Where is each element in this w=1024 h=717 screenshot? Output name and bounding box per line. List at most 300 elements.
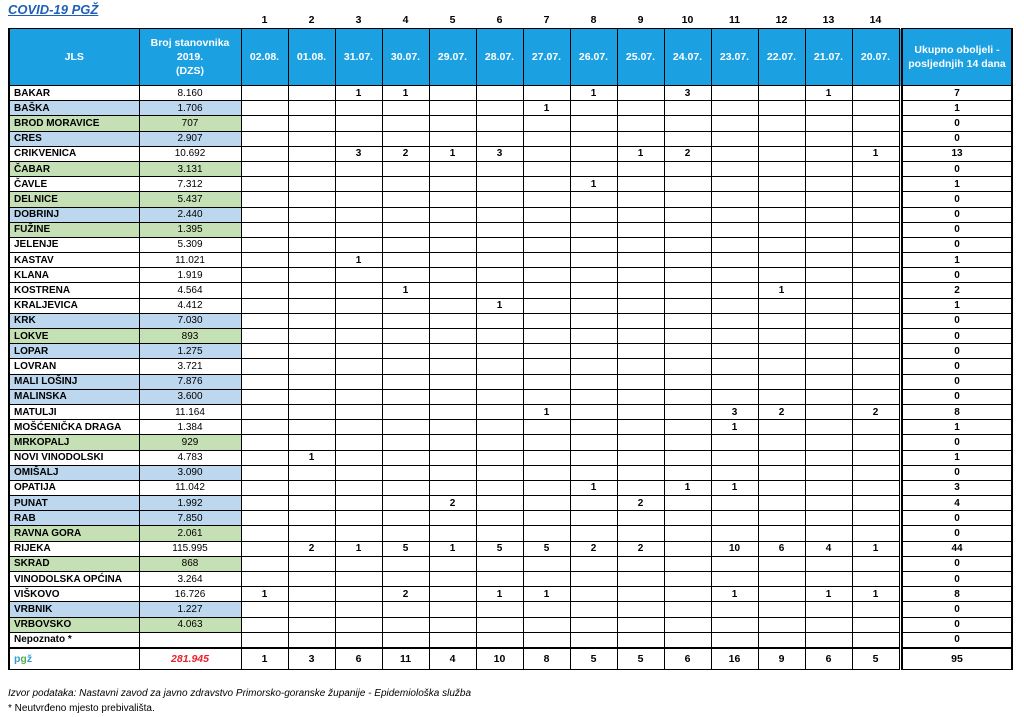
daily-cases — [476, 192, 523, 207]
daily-cases — [711, 632, 758, 648]
daily-cases — [852, 632, 899, 648]
table-row — [9, 161, 1012, 176]
total-cases: 0 — [902, 465, 1012, 480]
date-header: 25.07. — [617, 29, 664, 86]
daily-cases — [852, 572, 899, 587]
daily-cases: 3 — [476, 146, 523, 161]
daily-cases — [711, 313, 758, 328]
daily-cases — [523, 496, 570, 511]
daily-cases — [523, 359, 570, 374]
daily-cases — [758, 101, 805, 116]
daily-cases — [570, 587, 617, 602]
total-cases: 0 — [902, 632, 1012, 648]
daily-cases — [476, 177, 523, 192]
population-value: 1.275 — [139, 344, 241, 359]
daily-cases — [570, 389, 617, 404]
daily-cases — [617, 344, 664, 359]
daily-cases — [335, 526, 382, 541]
daily-cases: 2 — [758, 404, 805, 419]
total-header — [902, 29, 1012, 86]
daily-cases: 2 — [429, 496, 476, 511]
daily-cases — [711, 602, 758, 617]
daily-cases — [852, 207, 899, 222]
daily-cases — [570, 465, 617, 480]
daily-cases — [523, 313, 570, 328]
daily-cases — [382, 374, 429, 389]
daily-cases — [852, 511, 899, 526]
daily-cases — [382, 420, 429, 435]
date-header: 24.07. — [664, 29, 711, 86]
daily-cases — [241, 526, 288, 541]
daily-cases — [288, 587, 335, 602]
daily-cases — [805, 192, 852, 207]
daily-cases — [805, 496, 852, 511]
daily-cases — [476, 329, 523, 344]
daily-cases — [241, 192, 288, 207]
daily-cases — [335, 556, 382, 571]
daily-cases — [335, 572, 382, 587]
daily-cases — [476, 602, 523, 617]
daily-cases — [711, 617, 758, 632]
daily-cases — [852, 313, 899, 328]
daily-total: 6 — [664, 648, 711, 670]
daily-cases — [570, 556, 617, 571]
municipality-name: BAKAR — [9, 86, 139, 101]
table-row — [9, 86, 1012, 101]
daily-cases: 2 — [852, 404, 899, 419]
daily-cases — [241, 435, 288, 450]
daily-cases: 1 — [570, 86, 617, 101]
municipality-name: OPATIJA — [9, 480, 139, 495]
table-row — [9, 177, 1012, 192]
municipality-name: FUŽINE — [9, 222, 139, 237]
daily-cases — [617, 572, 664, 587]
population-value: 1.395 — [139, 222, 241, 237]
daily-cases — [429, 435, 476, 450]
daily-cases — [335, 511, 382, 526]
daily-cases — [523, 480, 570, 495]
summary-row — [9, 648, 1012, 670]
daily-cases — [288, 298, 335, 313]
total-cases: 0 — [902, 511, 1012, 526]
daily-cases — [617, 587, 664, 602]
daily-cases — [335, 344, 382, 359]
daily-cases — [852, 283, 899, 298]
daily-cases — [852, 420, 899, 435]
daily-cases — [429, 101, 476, 116]
jls-header: JLS — [9, 29, 139, 86]
municipality-name: BAŠKA — [9, 101, 139, 116]
table-row — [9, 101, 1012, 116]
population-value: 4.783 — [139, 450, 241, 465]
table-row — [9, 344, 1012, 359]
daily-cases — [382, 329, 429, 344]
daily-cases — [617, 192, 664, 207]
daily-cases — [335, 602, 382, 617]
table-row — [9, 329, 1012, 344]
daily-cases — [617, 511, 664, 526]
municipality-name: VIŠKOVO — [9, 587, 139, 602]
municipality-name: RIJEKA — [9, 541, 139, 556]
daily-cases — [429, 207, 476, 222]
daily-cases — [758, 389, 805, 404]
daily-cases — [805, 207, 852, 222]
daily-cases — [570, 283, 617, 298]
date-header: 22.07. — [758, 29, 805, 86]
daily-cases — [617, 556, 664, 571]
daily-cases — [382, 253, 429, 268]
daily-cases — [523, 298, 570, 313]
population-value: 3.090 — [139, 465, 241, 480]
daily-cases — [335, 222, 382, 237]
daily-cases — [570, 192, 617, 207]
daily-cases — [805, 450, 852, 465]
total-cases: 8 — [902, 404, 1012, 419]
daily-cases — [335, 465, 382, 480]
daily-cases — [711, 389, 758, 404]
daily-cases — [617, 116, 664, 131]
daily-cases — [429, 86, 476, 101]
daily-cases — [241, 404, 288, 419]
daily-cases — [664, 359, 711, 374]
daily-cases — [241, 480, 288, 495]
daily-cases — [664, 526, 711, 541]
municipality-name: LOPAR — [9, 344, 139, 359]
daily-cases — [429, 420, 476, 435]
population-value: 3.600 — [139, 389, 241, 404]
total-cases: 0 — [902, 526, 1012, 541]
daily-cases — [570, 572, 617, 587]
total-cases: 1 — [902, 253, 1012, 268]
municipality-name: ČAVLE — [9, 177, 139, 192]
total-cases: 1 — [902, 420, 1012, 435]
daily-cases — [476, 359, 523, 374]
daily-cases — [758, 146, 805, 161]
daily-cases — [664, 161, 711, 176]
population-value: 868 — [139, 556, 241, 571]
date-header: 27.07. — [523, 29, 570, 86]
population-value: 4.412 — [139, 298, 241, 313]
daily-cases — [570, 253, 617, 268]
daily-cases — [382, 298, 429, 313]
population-value: 8.160 — [139, 86, 241, 101]
daily-cases — [241, 572, 288, 587]
daily-cases — [476, 313, 523, 328]
daily-cases — [711, 511, 758, 526]
daily-cases — [523, 116, 570, 131]
daily-cases — [852, 359, 899, 374]
daily-cases — [852, 389, 899, 404]
daily-cases — [617, 101, 664, 116]
daily-cases — [852, 480, 899, 495]
daily-cases — [288, 389, 335, 404]
daily-cases — [335, 420, 382, 435]
daily-total: 8 — [523, 648, 570, 670]
daily-cases — [476, 207, 523, 222]
day-number: 4 — [402, 14, 409, 26]
table-row — [9, 146, 1012, 161]
daily-cases — [664, 617, 711, 632]
daily-cases — [664, 253, 711, 268]
daily-cases — [241, 253, 288, 268]
daily-cases — [570, 511, 617, 526]
daily-cases — [241, 450, 288, 465]
daily-cases — [523, 268, 570, 283]
daily-cases — [476, 101, 523, 116]
daily-cases — [382, 207, 429, 222]
daily-cases — [617, 480, 664, 495]
daily-cases — [241, 207, 288, 222]
daily-cases — [288, 283, 335, 298]
daily-cases — [617, 465, 664, 480]
table-row — [9, 435, 1012, 450]
daily-cases — [335, 177, 382, 192]
day-number: 10 — [681, 14, 694, 26]
daily-cases — [758, 450, 805, 465]
daily-cases — [335, 207, 382, 222]
daily-cases — [664, 374, 711, 389]
day-number: 13 — [822, 14, 835, 26]
daily-cases — [241, 86, 288, 101]
daily-cases — [382, 480, 429, 495]
daily-cases — [570, 359, 617, 374]
municipality-name: RAVNA GORA — [9, 526, 139, 541]
table-row — [9, 496, 1012, 511]
daily-cases — [664, 298, 711, 313]
daily-cases — [288, 207, 335, 222]
daily-cases — [617, 404, 664, 419]
daily-cases — [805, 617, 852, 632]
daily-cases — [805, 420, 852, 435]
daily-cases — [288, 572, 335, 587]
daily-total: 5 — [617, 648, 664, 670]
municipality-name: VRBNIK — [9, 602, 139, 617]
municipality-name: DELNICE — [9, 192, 139, 207]
daily-cases — [805, 572, 852, 587]
table-row — [9, 602, 1012, 617]
daily-cases — [241, 131, 288, 146]
daily-cases — [523, 572, 570, 587]
daily-cases — [711, 374, 758, 389]
daily-cases — [758, 222, 805, 237]
daily-cases — [758, 161, 805, 176]
daily-cases — [288, 329, 335, 344]
table-row — [9, 283, 1012, 298]
daily-cases: 1 — [664, 480, 711, 495]
population-value: 1.919 — [139, 268, 241, 283]
daily-cases — [852, 450, 899, 465]
daily-cases: 2 — [617, 541, 664, 556]
daily-cases — [805, 237, 852, 252]
daily-cases — [241, 222, 288, 237]
daily-cases — [476, 511, 523, 526]
total-cases: 3 — [902, 480, 1012, 495]
day-number: 8 — [590, 14, 597, 26]
population-value: 2.907 — [139, 131, 241, 146]
municipality-name: VRBOVSKO — [9, 617, 139, 632]
daily-cases — [711, 222, 758, 237]
daily-cases — [382, 632, 429, 648]
daily-cases — [617, 86, 664, 101]
daily-cases — [429, 480, 476, 495]
daily-cases — [429, 192, 476, 207]
daily-cases — [241, 632, 288, 648]
daily-cases — [382, 101, 429, 116]
daily-cases — [288, 161, 335, 176]
daily-cases — [758, 632, 805, 648]
table-row — [9, 389, 1012, 404]
municipality-name: CRES — [9, 131, 139, 146]
population-value: 2.061 — [139, 526, 241, 541]
daily-cases: 1 — [711, 420, 758, 435]
daily-cases — [664, 465, 711, 480]
daily-cases — [241, 496, 288, 511]
daily-cases — [617, 313, 664, 328]
daily-cases — [523, 602, 570, 617]
daily-cases — [241, 374, 288, 389]
table-row — [9, 313, 1012, 328]
date-header: 31.07. — [335, 29, 382, 86]
daily-total: 6 — [805, 648, 852, 670]
daily-cases — [805, 480, 852, 495]
daily-cases — [758, 572, 805, 587]
daily-cases — [382, 465, 429, 480]
daily-cases — [711, 556, 758, 571]
population-value: 11.164 — [139, 404, 241, 419]
daily-cases — [523, 617, 570, 632]
daily-cases — [241, 146, 288, 161]
daily-cases — [805, 404, 852, 419]
population-value: 16.726 — [139, 587, 241, 602]
daily-cases — [711, 344, 758, 359]
table-row — [9, 572, 1012, 587]
daily-cases — [382, 556, 429, 571]
daily-cases: 1 — [852, 541, 899, 556]
daily-cases: 5 — [476, 541, 523, 556]
daily-cases — [570, 404, 617, 419]
daily-cases: 1 — [241, 587, 288, 602]
daily-cases: 1 — [852, 146, 899, 161]
daily-cases: 1 — [382, 86, 429, 101]
population-value: 929 — [139, 435, 241, 450]
daily-cases — [852, 344, 899, 359]
daily-cases — [570, 450, 617, 465]
total-cases: 0 — [902, 359, 1012, 374]
daily-cases — [664, 572, 711, 587]
daily-cases — [335, 283, 382, 298]
daily-total: 1 — [241, 648, 288, 670]
municipality-name: RAB — [9, 511, 139, 526]
daily-cases — [382, 237, 429, 252]
daily-cases — [664, 344, 711, 359]
daily-cases — [241, 602, 288, 617]
daily-cases — [382, 161, 429, 176]
daily-cases — [664, 556, 711, 571]
municipality-name: CRIKVENICA — [9, 146, 139, 161]
daily-cases — [805, 131, 852, 146]
daily-cases — [476, 86, 523, 101]
daily-cases — [852, 465, 899, 480]
daily-cases: 1 — [523, 587, 570, 602]
total-cases: 0 — [902, 222, 1012, 237]
daily-cases: 6 — [758, 541, 805, 556]
daily-cases — [335, 480, 382, 495]
municipality-name: LOKVE — [9, 329, 139, 344]
daily-cases — [617, 161, 664, 176]
daily-cases — [758, 511, 805, 526]
total-cases: 0 — [902, 192, 1012, 207]
daily-cases — [241, 268, 288, 283]
daily-cases — [476, 632, 523, 648]
daily-cases — [758, 177, 805, 192]
daily-cases — [617, 617, 664, 632]
population-value: 707 — [139, 116, 241, 131]
daily-cases: 2 — [288, 541, 335, 556]
daily-cases — [711, 526, 758, 541]
total-cases: 1 — [902, 177, 1012, 192]
daily-cases — [711, 450, 758, 465]
daily-cases — [711, 237, 758, 252]
daily-cases: 1 — [852, 587, 899, 602]
daily-cases — [805, 313, 852, 328]
daily-cases — [382, 617, 429, 632]
day-number: 9 — [637, 14, 644, 26]
daily-cases — [711, 116, 758, 131]
daily-cases — [382, 192, 429, 207]
daily-cases — [476, 389, 523, 404]
daily-cases — [758, 298, 805, 313]
daily-cases — [429, 374, 476, 389]
day-number: 2 — [308, 14, 315, 26]
municipality-name: KRK — [9, 313, 139, 328]
daily-cases — [382, 404, 429, 419]
total-cases: 0 — [902, 329, 1012, 344]
daily-cases — [429, 511, 476, 526]
daily-cases — [335, 496, 382, 511]
daily-cases — [758, 602, 805, 617]
daily-cases — [758, 86, 805, 101]
daily-cases — [570, 207, 617, 222]
daily-cases — [664, 435, 711, 450]
daily-cases — [570, 374, 617, 389]
daily-cases — [570, 146, 617, 161]
daily-cases — [288, 420, 335, 435]
logo-letter-p: p — [14, 652, 21, 665]
daily-cases — [805, 283, 852, 298]
daily-total: 4 — [429, 648, 476, 670]
daily-cases — [852, 86, 899, 101]
daily-cases: 1 — [429, 146, 476, 161]
daily-cases — [523, 222, 570, 237]
daily-cases — [570, 632, 617, 648]
daily-cases — [429, 450, 476, 465]
daily-cases — [523, 86, 570, 101]
table-row — [9, 268, 1012, 283]
date-header: 23.07. — [711, 29, 758, 86]
daily-cases: 1 — [805, 587, 852, 602]
daily-cases — [241, 541, 288, 556]
population-header-line3: (DZS) — [176, 65, 204, 77]
total-cases: 0 — [902, 207, 1012, 222]
total-cases: 0 — [902, 131, 1012, 146]
daily-cases — [758, 420, 805, 435]
municipality-name: MRKOPALJ — [9, 435, 139, 450]
daily-cases — [288, 146, 335, 161]
daily-cases — [382, 526, 429, 541]
day-number: 5 — [449, 14, 456, 26]
population-value: 1.992 — [139, 496, 241, 511]
daily-cases — [852, 101, 899, 116]
